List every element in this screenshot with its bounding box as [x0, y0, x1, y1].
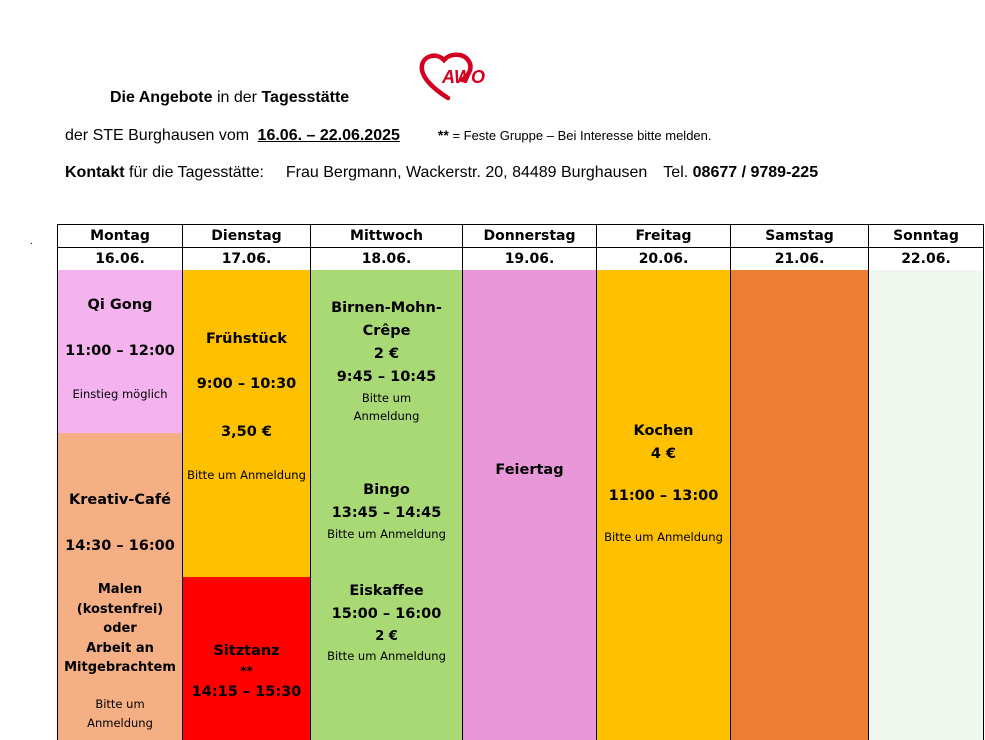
- event-title-line2: Crêpe: [362, 323, 411, 339]
- day-header-wednesday: Mittwoch: [310, 224, 463, 248]
- sunday-cell: [868, 270, 984, 740]
- contact-rest: für die Tagesstätte:: [124, 164, 264, 181]
- event-price: 3,50 €: [221, 424, 272, 440]
- event-line: Malen: [97, 582, 143, 597]
- monday-qigong-cell: [57, 270, 183, 434]
- event-line: Mitgebrachtem: [64, 660, 176, 675]
- event-note: Bitte um Anmeldung: [327, 649, 446, 663]
- contact-phone: [663, 164, 818, 181]
- tuesday-sitztanz-cell: [182, 577, 311, 740]
- event-time: 9:00 – 10:30: [196, 376, 297, 392]
- date-friday: 20.06.: [596, 247, 731, 271]
- schedule-table: [57, 224, 984, 740]
- event-note: Anmeldung: [353, 409, 420, 423]
- day-header-friday: Freitag: [596, 224, 731, 248]
- event-title: Frühstück: [206, 331, 287, 347]
- date-sunday: 22.06.: [868, 247, 984, 271]
- day-header-saturday: Samstag: [730, 224, 869, 248]
- event-note: Anmeldung: [87, 716, 153, 730]
- page-title: [110, 89, 349, 107]
- monday-kreativ-cafe-cell: [57, 433, 183, 740]
- event-time: 14:30 – 16:00: [65, 538, 175, 554]
- event-title: Eiskaffee: [349, 583, 424, 599]
- event-title: Kreativ-Café: [69, 492, 171, 508]
- stray-dot: .: [30, 236, 33, 247]
- event-line: Arbeit an: [86, 641, 154, 656]
- title-bold-2: Tagesstätte: [261, 89, 350, 106]
- legend-text: = Feste Gruppe – Bei Interesse bitte melden.: [452, 128, 712, 143]
- awo-logo: [418, 52, 492, 102]
- event-note: Bitte um Anmeldung: [327, 527, 446, 541]
- contact-line: [65, 164, 818, 182]
- group-mark: **: [240, 664, 253, 678]
- event-price: 4 €: [650, 446, 677, 462]
- event-time: 13:45 – 14:45: [331, 505, 442, 521]
- event-title: Kochen: [633, 423, 694, 439]
- event-time: 11:00 – 13:00: [608, 488, 719, 504]
- event-title: Sitztanz: [213, 643, 280, 659]
- event-time: 15:00 – 16:00: [331, 606, 442, 622]
- event-note: Einstieg möglich: [72, 387, 168, 401]
- date-monday: 16.06.: [57, 247, 183, 271]
- event-time: 11:00 – 12:00: [65, 343, 175, 359]
- date-wednesday: 18.06.: [310, 247, 463, 271]
- period-line: [65, 127, 712, 145]
- event-note: Bitte um: [95, 697, 145, 711]
- heart-icon: [418, 52, 492, 102]
- date-thursday: 19.06.: [462, 247, 597, 271]
- event-line: (kostenfrei): [76, 602, 164, 617]
- event-price: 2 €: [375, 629, 398, 644]
- logo-text: AWO: [442, 67, 485, 87]
- thursday-cell: [462, 270, 597, 740]
- friday-cell: [596, 270, 731, 740]
- day-header-tuesday: Dienstag: [182, 224, 311, 248]
- contact-address: Frau Bergmann, Wackerstr. 20, 84489 Burghausen: [285, 164, 648, 181]
- title-bold-1: Die Angebote: [110, 89, 213, 106]
- date-tuesday: 17.06.: [182, 247, 311, 271]
- legend-note: [438, 128, 712, 143]
- event-time: 9:45 – 10:45: [336, 369, 437, 385]
- event-title: Bingo: [363, 482, 410, 498]
- period-dates: 16.06. – 22.06.2025: [257, 127, 400, 144]
- date-saturday: 21.06.: [730, 247, 869, 271]
- day-header-sunday: Sonntag: [868, 224, 984, 248]
- title-mid: in der: [212, 89, 262, 106]
- wednesday-cell: [310, 270, 463, 740]
- phone-number: 08677 / 9789-225: [692, 164, 819, 181]
- period-prefix: der STE Burghausen vom: [65, 127, 250, 144]
- event-line: oder: [103, 621, 137, 636]
- tuesday-fruehstueck-cell: [182, 270, 311, 578]
- event-price: 2 €: [373, 346, 400, 362]
- legend-mark: **: [437, 127, 449, 143]
- event-note: Bitte um Anmeldung: [604, 530, 723, 544]
- event-time: 14:15 – 15:30: [191, 684, 302, 700]
- event-note: Bitte um: [361, 391, 412, 405]
- event-note: Bitte um Anmeldung: [187, 468, 306, 482]
- day-header-thursday: Donnerstag: [462, 224, 597, 248]
- event-title-line1: Birnen-Mohn-: [331, 300, 442, 316]
- day-header-monday: Montag: [57, 224, 183, 248]
- contact-label: Kontakt: [65, 164, 125, 181]
- holiday-label: Feiertag: [495, 462, 564, 478]
- saturday-cell: [730, 270, 869, 740]
- phone-label: Tel.: [663, 164, 689, 181]
- event-title: Qi Gong: [87, 297, 153, 313]
